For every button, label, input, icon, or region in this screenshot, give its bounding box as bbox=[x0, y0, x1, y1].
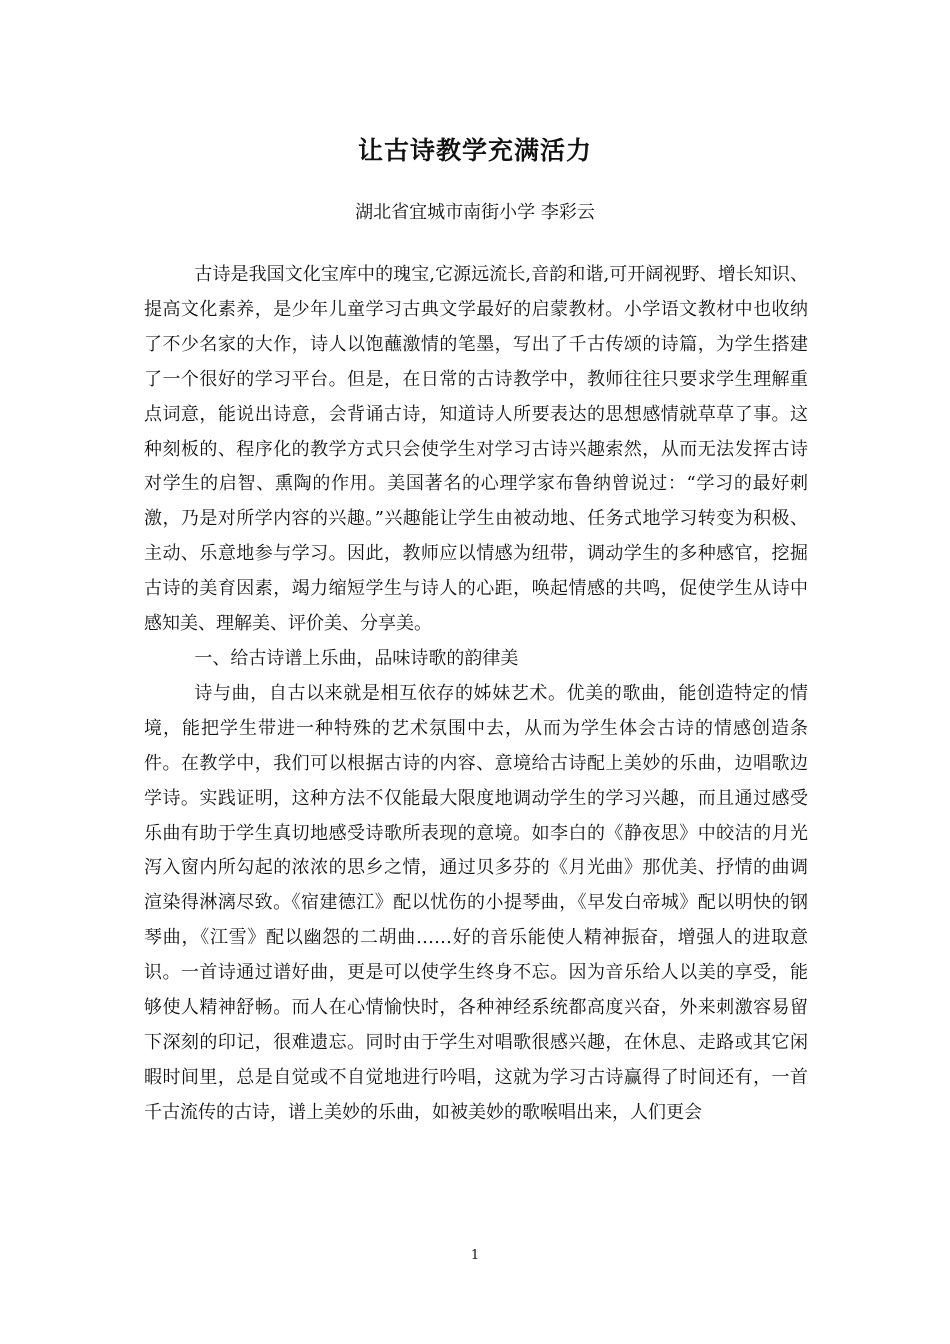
author-line: 湖北省宜城市南街小学 李彩云 bbox=[355, 202, 595, 223]
section-heading: 一、给古诗谱上乐曲，品味诗歌的韵律美 bbox=[194, 647, 519, 669]
page-number: 1 bbox=[470, 1248, 480, 1263]
document-title: 让古诗教学充满活力 bbox=[357, 136, 592, 165]
document-body bbox=[144, 258, 808, 1131]
section-paragraph: 诗与曲，自古以来就是相互依存的姊妹艺术。优美的歌曲，能创造特定的情境，能把学生带进一种特殊的艺术氛围中去，从而为学生体会古诗的情感创造条件。在教学中，我们可以根据古诗的内容、意境给古诗配上美妙的乐曲，边唱歌边学诗。实践证明，这种方法不仅能最大限度地调动学生的学习兴趣，而且通过感受乐曲有助于学生真切地感受诗歌所表现的意境。如李白的《静夜思》中皎洁的月光泻入窗内所勾起的浓浓的思乡之情，通过贝多芬的《月光曲》那优美、抒情的曲调渲染得淋漓尽致。《宿建德江》配以忧伤的小提琴曲，《早发白帝城》配以明快的钢琴曲，《江雪》配以幽怨的二胡曲……好的音乐能使人精神振奋，增强人的进取意识。一首诗通过谱好曲，更是可以使学生终身不忘。因为音乐给人以美的享受，能够使人精神舒畅。而人在心情愉快时，各种神经系统都高度兴奋，外来刺激容易留下深刻的印记，很难遗忘。同时由于学生对唱歌很感兴趣，在休息、走路或其它闲暇时间里，总是自觉或不自觉地进行吟唱，这就为学习古诗赢得了时间还有，一首千古流传的古诗，谱上美妙的乐曲，如被美妙的歌喉唱出来，人们更会 bbox=[144, 682, 808, 1123]
intro-paragraph: 古诗是我国文化宝库中的瑰宝,它源远流长,音韵和谐,可开阔视野、增长知识、提高文化素养，是少年儿童学习古典文学最好的启蒙教材。小学语文教材中也收纳了不少名家的大作，诗人以饱蘸激情的笔墨，写出了千古传颂的诗篇，为学生搭建了一个很好的学习平台。但是，在日常的古诗教学中，教师往往只要求学生理解重点词意，能说出诗意，会背诵古诗，知道诗人所要表达的思想感情就草草了事。这种刻板的、程序化的教学方式只会使学生对学习古诗兴趣索然，从而无法发挥古诗对学生的启智、熏陶的作用。美国著名的心理学家布鲁纳曾说过：“学习的最好刺激，乃是对所学内容的兴趣。”兴趣能让学生由被动地、任务式地学习转变为积极、主动、乐意地参与学习。因此，教师应以情感为纽带，调动学生的多种感官，挖掘古诗的美育因素，竭力缩短学生与诗人的心距，唤起情感的共鸣，促使学生从诗中感知美、理解美、评价美、分享美。 bbox=[144, 264, 808, 635]
